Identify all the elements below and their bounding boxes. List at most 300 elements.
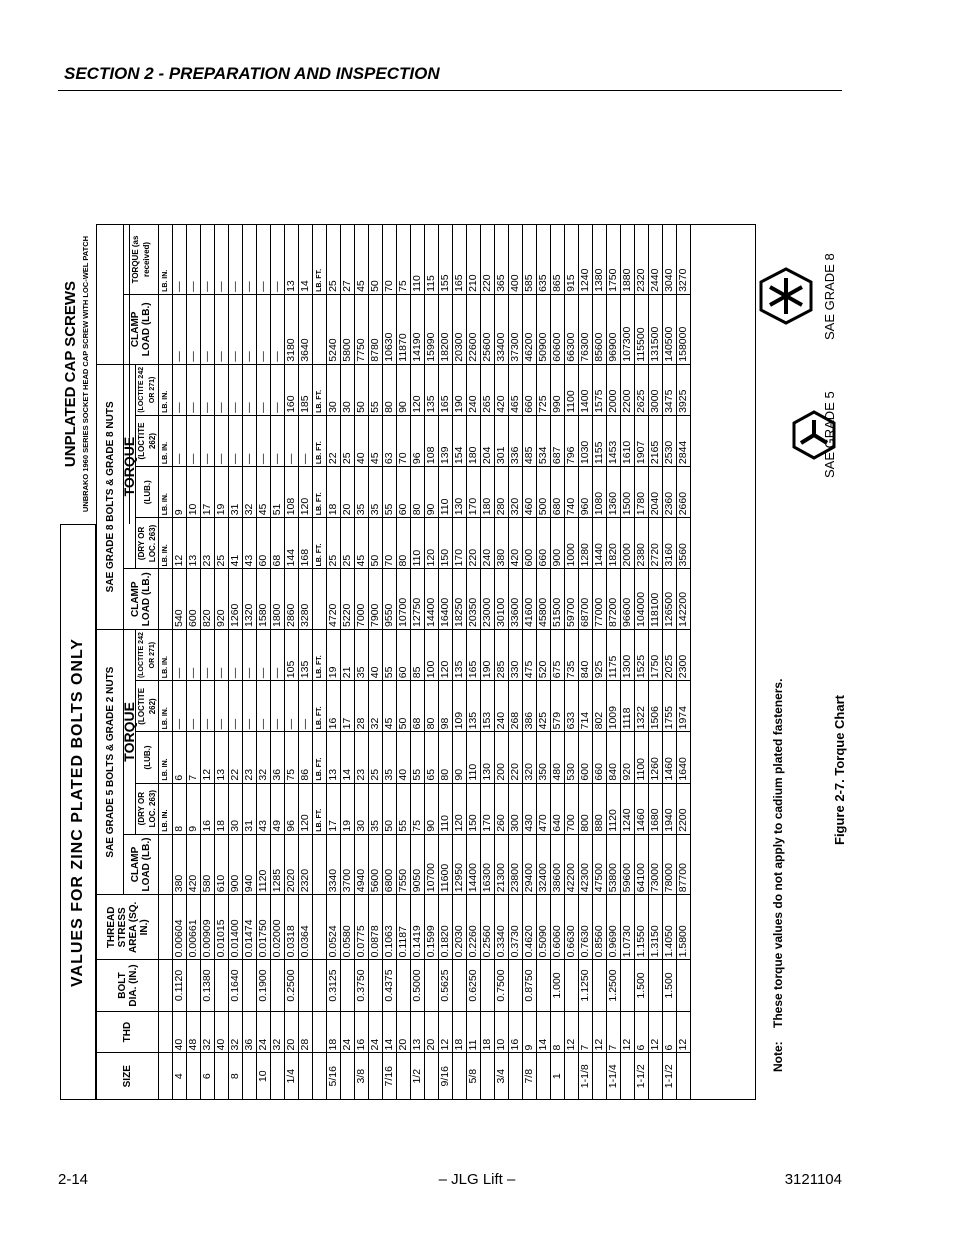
cell-a5: 153 xyxy=(481,681,495,732)
cell-dia: 0.1640 xyxy=(229,960,243,1011)
unit-cell xyxy=(313,569,327,630)
cell-size xyxy=(565,1053,579,1100)
cell-area: 0.0580 xyxy=(341,895,355,960)
cell-a8: — xyxy=(285,415,299,466)
cell-dia: 0.1120 xyxy=(173,960,187,1011)
cell-a8: 25 xyxy=(341,415,355,466)
cell-d8: 43 xyxy=(243,518,257,569)
cell-a5: 28 xyxy=(355,681,369,732)
cell-dia xyxy=(453,960,467,1011)
cell-b5: 35 xyxy=(355,629,369,680)
cell-b8: 265 xyxy=(481,364,495,415)
cell-l8: 2360 xyxy=(663,467,677,518)
cell-tu: 13 xyxy=(285,225,299,295)
cell-b5: 85 xyxy=(411,629,425,680)
cell-c5: 580 xyxy=(201,834,215,895)
cell-c5: 64100 xyxy=(635,834,649,895)
cell-d5: 150 xyxy=(467,783,481,834)
cell-c8: 96600 xyxy=(621,569,635,630)
cell-size: 1-1/2 xyxy=(635,1053,649,1100)
cell-d5: 75 xyxy=(411,783,425,834)
cell-b5: 190 xyxy=(481,629,495,680)
cell-thd: 32 xyxy=(229,1011,243,1053)
cell-size: 6 xyxy=(201,1053,215,1100)
cell-l8: 2040 xyxy=(649,467,663,518)
cell-b5: — xyxy=(201,629,215,680)
cell-c5: 10700 xyxy=(425,834,439,895)
cell-thd: 12 xyxy=(565,1011,579,1053)
cell-d8: 420 xyxy=(509,518,523,569)
cell-c8: 820 xyxy=(201,569,215,630)
cell-c8: 104000 xyxy=(635,569,649,630)
cell-l8: 280 xyxy=(495,467,509,518)
cell-thd: 20 xyxy=(397,1011,411,1053)
cell-d8: 13 xyxy=(187,518,201,569)
cell-dia: 1.2500 xyxy=(607,960,621,1011)
cell-area: 0.1419 xyxy=(411,895,425,960)
cell-l8: 460 xyxy=(523,467,537,518)
cell-thd: 12 xyxy=(677,1011,691,1053)
cell-tu: 70 xyxy=(383,225,397,295)
table-row xyxy=(215,225,229,1100)
cell-b5: 21 xyxy=(341,629,355,680)
table-row xyxy=(299,225,313,1100)
cell-l8: 90 xyxy=(425,467,439,518)
cell-c8: 7900 xyxy=(369,569,383,630)
cell-b8: 120 xyxy=(411,364,425,415)
cell-thd: 36 xyxy=(243,1011,257,1053)
cell-thd: 12 xyxy=(439,1011,453,1053)
cell-c5: 78000 xyxy=(663,834,677,895)
cell-a5: 80 xyxy=(425,681,439,732)
table-row xyxy=(383,225,397,1100)
cell-cu: 22600 xyxy=(467,294,481,364)
cell-b8: — xyxy=(257,364,271,415)
cell-b5: 1525 xyxy=(635,629,649,680)
cell-d8: 168 xyxy=(299,518,313,569)
cell-a8: 108 xyxy=(425,415,439,466)
cell-l5: 200 xyxy=(495,732,509,783)
cell-l5: 13 xyxy=(215,732,229,783)
cell-l5: 110 xyxy=(467,732,481,783)
cell-l8: 18 xyxy=(327,467,341,518)
unbrako-label: UNBRAKO 1960 SERIES SOCKET HEAD CAP SCREW WITH LOC-WEL PATCH xyxy=(81,235,90,513)
cell-c5: 7550 xyxy=(397,834,411,895)
cell-c8: 1800 xyxy=(271,569,285,630)
cell-tu: — xyxy=(215,225,229,295)
unit-cell xyxy=(313,960,327,1011)
cell-dia xyxy=(397,960,411,1011)
unit-cell: LB. IN. xyxy=(159,364,173,415)
cell-c8: 18250 xyxy=(453,569,467,630)
cell-c8: 1320 xyxy=(243,569,257,630)
table-row xyxy=(593,225,607,1100)
cell-l8: 55 xyxy=(383,467,397,518)
cell-area: 1.3150 xyxy=(649,895,663,960)
cell-l5: 32 xyxy=(257,732,271,783)
cell-b8: 3475 xyxy=(663,364,677,415)
cell-d5: 120 xyxy=(299,783,313,834)
cell-a8: — xyxy=(173,415,187,466)
cell-c8: 1580 xyxy=(257,569,271,630)
cell-b5: — xyxy=(173,629,187,680)
cell-l5: 1460 xyxy=(663,732,677,783)
cell-b5: 120 xyxy=(439,629,453,680)
cell-tu: 1380 xyxy=(593,225,607,295)
cell-d5: 9 xyxy=(187,783,201,834)
cell-b5: 840 xyxy=(579,629,593,680)
cell-d5: 96 xyxy=(285,783,299,834)
cell-dia: 0.1900 xyxy=(257,960,271,1011)
cell-b8: 50 xyxy=(355,364,369,415)
cell-cu: — xyxy=(201,294,215,364)
cell-c8: 600 xyxy=(187,569,201,630)
unit-cell: LB. FT. xyxy=(313,415,327,466)
cell-size: 5/8 xyxy=(467,1053,481,1100)
cell-thd: 20 xyxy=(425,1011,439,1053)
cell-l5: 350 xyxy=(537,732,551,783)
table-row xyxy=(271,225,285,1100)
cell-l5: 1100 xyxy=(635,732,649,783)
cell-c8: 7000 xyxy=(355,569,369,630)
cell-tu: 110 xyxy=(411,225,425,295)
cell-a8: 139 xyxy=(439,415,453,466)
unit-cell: LB. IN. xyxy=(159,783,173,834)
cell-thd: 24 xyxy=(341,1011,355,1053)
cell-b5: 60 xyxy=(397,629,411,680)
cell-d5: 880 xyxy=(593,783,607,834)
cell-a5: 386 xyxy=(523,681,537,732)
cell-b5: — xyxy=(215,629,229,680)
col-dry5: (DRY OR LOC. 263) xyxy=(136,783,159,834)
cell-b5: 1300 xyxy=(621,629,635,680)
cell-a5: 98 xyxy=(439,681,453,732)
cell-thd: 6 xyxy=(663,1011,677,1053)
cell-a5: 1974 xyxy=(677,681,691,732)
cell-tu: 155 xyxy=(439,225,453,295)
cell-c5: 21300 xyxy=(495,834,509,895)
cell-c8: 87200 xyxy=(607,569,621,630)
cell-tu: 25 xyxy=(327,225,341,295)
unit-cell: LB. FT. xyxy=(313,467,327,518)
cell-tu: 220 xyxy=(481,225,495,295)
cell-c5: 6800 xyxy=(383,834,397,895)
table-row xyxy=(663,225,677,1100)
cell-l5: 86 xyxy=(299,732,313,783)
cell-c5: 16300 xyxy=(481,834,495,895)
cell-d5: 19 xyxy=(341,783,355,834)
cell-a8: 40 xyxy=(355,415,369,466)
cell-l5: 23 xyxy=(243,732,257,783)
cell-area: 0.9690 xyxy=(607,895,621,960)
cell-cu: 85600 xyxy=(593,294,607,364)
cell-c5: 900 xyxy=(229,834,243,895)
cell-size: 1/4 xyxy=(285,1053,299,1100)
cell-thd: 7 xyxy=(579,1011,593,1053)
cell-a8: — xyxy=(201,415,215,466)
unit-cell xyxy=(159,1011,173,1053)
cell-area: 0.01400 xyxy=(229,895,243,960)
cell-cu: 11870 xyxy=(397,294,411,364)
cell-d5: 30 xyxy=(355,783,369,834)
torque-chart xyxy=(60,224,756,1100)
unit-cell xyxy=(159,834,173,895)
cell-b5: 475 xyxy=(523,629,537,680)
unit-cell: LB. FT. xyxy=(313,629,327,680)
cell-area: 0.1820 xyxy=(439,895,453,960)
cell-l5: 660 xyxy=(593,732,607,783)
cell-l8: 680 xyxy=(551,467,565,518)
cell-tu: 27 xyxy=(341,225,355,295)
cell-a5: 1506 xyxy=(649,681,663,732)
grade8-label: SAE GRADE 8 xyxy=(822,253,837,340)
cell-tu: 210 xyxy=(467,225,481,295)
cell-a5: — xyxy=(229,681,243,732)
cell-area: 0.1599 xyxy=(425,895,439,960)
cell-c8: 1260 xyxy=(229,569,243,630)
unit-cell: LB. IN. xyxy=(159,518,173,569)
cell-a8: 534 xyxy=(537,415,551,466)
cell-b8: 135 xyxy=(425,364,439,415)
table-body xyxy=(159,225,691,1100)
cell-a5: 425 xyxy=(537,681,551,732)
cell-l8: 1360 xyxy=(607,467,621,518)
cell-dia xyxy=(677,960,691,1011)
table-row xyxy=(621,225,635,1100)
cell-a5: — xyxy=(243,681,257,732)
cell-size: 5/16 xyxy=(327,1053,341,1100)
cell-l5: 35 xyxy=(383,732,397,783)
cell-l8: 51 xyxy=(271,467,285,518)
cell-a5: 16 xyxy=(327,681,341,732)
cell-c5: 1120 xyxy=(257,834,271,895)
cell-b8: — xyxy=(187,364,201,415)
cell-b5: 675 xyxy=(551,629,565,680)
cell-tu: 14 xyxy=(299,225,313,295)
cell-d8: 1820 xyxy=(607,518,621,569)
col-l262-8: (LOCTITE 262) xyxy=(136,415,159,466)
cell-a5: — xyxy=(299,681,313,732)
cell-d5: 17 xyxy=(327,783,341,834)
cell-b8: 725 xyxy=(537,364,551,415)
cell-b8: 420 xyxy=(495,364,509,415)
cell-d5: 120 xyxy=(453,783,467,834)
cell-tu: 365 xyxy=(495,225,509,295)
cell-a5: 240 xyxy=(495,681,509,732)
cell-d5: 43 xyxy=(257,783,271,834)
cell-area: 0.2560 xyxy=(481,895,495,960)
unit-cell xyxy=(313,834,327,895)
cell-d8: 380 xyxy=(495,518,509,569)
cell-thd: 12 xyxy=(649,1011,663,1053)
cell-cu: 46200 xyxy=(523,294,537,364)
cell-size xyxy=(271,1053,285,1100)
table-row xyxy=(551,225,565,1100)
unit-cell xyxy=(313,1053,327,1100)
cell-l8: 10 xyxy=(187,467,201,518)
cell-l5: 530 xyxy=(565,732,579,783)
unit-cell xyxy=(159,294,173,364)
cell-l8: 80 xyxy=(411,467,425,518)
table-row xyxy=(397,225,411,1100)
cell-a5: 579 xyxy=(551,681,565,732)
table-row xyxy=(481,225,495,1100)
table-row xyxy=(677,225,691,1100)
cell-l8: 1080 xyxy=(593,467,607,518)
cell-cu: 50900 xyxy=(537,294,551,364)
cell-b8: 240 xyxy=(467,364,481,415)
table-row xyxy=(285,225,299,1100)
cell-area: 0.7630 xyxy=(579,895,593,960)
cell-dia: 1.500 xyxy=(635,960,649,1011)
cell-d5: 50 xyxy=(383,783,397,834)
cell-d8: 1000 xyxy=(565,518,579,569)
cell-cu: 33400 xyxy=(495,294,509,364)
cell-d5: 8 xyxy=(173,783,187,834)
cell-area: 0.01750 xyxy=(257,895,271,960)
cell-l5: 6 xyxy=(173,732,187,783)
cell-b8: 2000 xyxy=(607,364,621,415)
cell-c8: 30100 xyxy=(495,569,509,630)
cell-size xyxy=(453,1053,467,1100)
cell-size xyxy=(509,1053,523,1100)
cell-thd: 16 xyxy=(509,1011,523,1053)
cell-c5: 380 xyxy=(173,834,187,895)
cell-l8: 17 xyxy=(201,467,215,518)
cell-c5: 47500 xyxy=(593,834,607,895)
cell-a5: — xyxy=(173,681,187,732)
cell-b5: 1750 xyxy=(649,629,663,680)
cell-d5: 16 xyxy=(201,783,215,834)
cell-c8: 118100 xyxy=(649,569,663,630)
cell-tu: 2440 xyxy=(649,225,663,295)
cell-l5: 36 xyxy=(271,732,285,783)
cell-l8: 120 xyxy=(299,467,313,518)
cell-b5: 2300 xyxy=(677,629,691,680)
cell-tu: 1880 xyxy=(621,225,635,295)
cell-c8: 20350 xyxy=(467,569,481,630)
cell-thd: 14 xyxy=(383,1011,397,1053)
table-row xyxy=(439,225,453,1100)
cell-a5: 32 xyxy=(369,681,383,732)
cell-size xyxy=(215,1053,229,1100)
cell-thd: 10 xyxy=(495,1011,509,1053)
cell-tu: 915 xyxy=(565,225,579,295)
cell-tu: — xyxy=(271,225,285,295)
cell-a8: 485 xyxy=(523,415,537,466)
col-torque-unpl: TORQUE (as received) xyxy=(124,225,159,295)
cell-l5: 25 xyxy=(369,732,383,783)
table-row xyxy=(187,225,201,1100)
cell-tu: 1750 xyxy=(607,225,621,295)
cell-size xyxy=(397,1053,411,1100)
cell-d8: 2000 xyxy=(621,518,635,569)
cell-dia: 1.000 xyxy=(551,960,565,1011)
cell-tu: 75 xyxy=(397,225,411,295)
cell-tu: 115 xyxy=(425,225,439,295)
table-row xyxy=(607,225,621,1100)
cell-l8: 35 xyxy=(355,467,369,518)
cell-d8: 3160 xyxy=(663,518,677,569)
table-row xyxy=(509,225,523,1100)
col-thd: THD xyxy=(97,1011,159,1053)
cell-cu: 25600 xyxy=(481,294,495,364)
cell-dia: 0.5000 xyxy=(411,960,425,1011)
cell-tu: 400 xyxy=(509,225,523,295)
cell-d8: 41 xyxy=(229,518,243,569)
cell-dia xyxy=(649,960,663,1011)
unit-cell xyxy=(159,895,173,960)
cell-c8: 540 xyxy=(173,569,187,630)
cell-dia xyxy=(369,960,383,1011)
cell-l5: 65 xyxy=(425,732,439,783)
cell-dia xyxy=(621,960,635,1011)
table-row xyxy=(565,225,579,1100)
cell-c8: 68700 xyxy=(579,569,593,630)
cell-dia: 0.3125 xyxy=(327,960,341,1011)
cell-b5: 105 xyxy=(285,629,299,680)
cell-area: 0.01015 xyxy=(215,895,229,960)
cell-c5: 12950 xyxy=(453,834,467,895)
note-text: These torque values do not apply to cadium plated fasteners. xyxy=(771,678,785,1028)
cell-a8: 796 xyxy=(565,415,579,466)
cell-cu: — xyxy=(271,294,285,364)
cell-l5: 1260 xyxy=(649,732,663,783)
unit-cell: LB. FT. xyxy=(313,225,327,295)
table-row xyxy=(201,225,215,1100)
cell-dia: 0.3750 xyxy=(355,960,369,1011)
cell-a5: 268 xyxy=(509,681,523,732)
table-row xyxy=(635,225,649,1100)
cell-b8: 465 xyxy=(509,364,523,415)
cell-tu: 865 xyxy=(551,225,565,295)
unit-cell: LB. FT. xyxy=(313,732,327,783)
section-header: SECTION 2 - PREPARATION AND INSPECTION xyxy=(64,64,440,83)
cell-l5: 1640 xyxy=(677,732,691,783)
cell-a8: 70 xyxy=(397,415,411,466)
cell-c8: 10700 xyxy=(397,569,411,630)
cell-cu: — xyxy=(187,294,201,364)
cell-tu: 50 xyxy=(369,225,383,295)
table-row xyxy=(173,225,187,1100)
cell-dia xyxy=(299,960,313,1011)
cell-d8: 70 xyxy=(383,518,397,569)
cell-area: 1.4050 xyxy=(663,895,677,960)
cell-d5: 1940 xyxy=(663,783,677,834)
cell-tu: — xyxy=(257,225,271,295)
cell-b8: 1100 xyxy=(565,364,579,415)
cell-thd: 6 xyxy=(635,1011,649,1053)
unit-cell: LB. IN. xyxy=(159,415,173,466)
cell-b8: — xyxy=(201,364,215,415)
cell-dia xyxy=(509,960,523,1011)
unit-cell xyxy=(159,569,173,630)
cell-cu: 10630 xyxy=(383,294,397,364)
cell-thd: 12 xyxy=(621,1011,635,1053)
cell-size: 1-1/2 xyxy=(663,1053,677,1100)
cell-area: 0.6630 xyxy=(565,895,579,960)
cell-a5: — xyxy=(215,681,229,732)
cell-size xyxy=(425,1053,439,1100)
cell-cu: — xyxy=(173,294,187,364)
col-l242-5: (LOCTITE 242 OR 271) xyxy=(136,629,159,680)
cell-l8: 320 xyxy=(509,467,523,518)
cell-size xyxy=(187,1053,201,1100)
cell-a5: — xyxy=(285,681,299,732)
cell-size xyxy=(369,1053,383,1100)
cell-l5: 14 xyxy=(341,732,355,783)
cell-a5: — xyxy=(271,681,285,732)
